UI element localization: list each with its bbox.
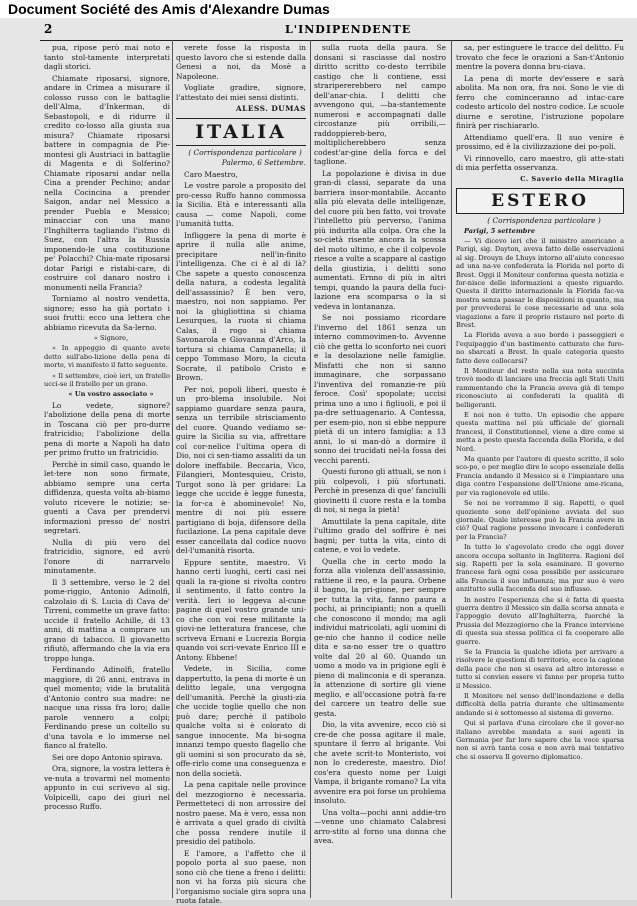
- paragraph: Vi rinnovello, caro maestro, gli atte-stati di mia perfetta osservanza.: [456, 153, 624, 172]
- page-number: 2: [44, 22, 53, 36]
- column-divider: [172, 40, 173, 898]
- paragraph: E l'amore, a l'affetto che il popolo porta al suo paese, non sono ciò che tiene a freno i delitti: non vi ha forza più sicura che l'organismo sociale gira sopra una ruota fatale.: [176, 848, 306, 905]
- paragraph: Vedete, in Sicilia, come dappertutto, la pena di morte è un delitto legale, una vergogna dell'umanità. Perchè la giusti-zia che uccide toglie quello che non può dare; perchè il patibolo qualche volta si è colorato di sangue innocente. Ma bi-sogna innanzi tempo questo flagello che gli uomini si son procurato da sè, offe-rirlo come una conseguenza e non della società.: [176, 664, 306, 778]
- header-rule: [40, 40, 623, 41]
- paragraph: Ora, signore, la vostra lettera è ve-nuta a trovarmi nel momento appunto in cui scrivevo al sig. Volpicelli, capo dei giurì nel processo Ruffo.: [44, 764, 170, 812]
- signature: ALESS. DUMAS: [235, 104, 306, 113]
- column-3: [314, 43, 446, 896]
- paragraph: verete fosse la risposta in questo lavoro che si estende dalla Genesi a noi, da Mosè a Napoleone.: [176, 43, 306, 81]
- paragraph: In nostro l'esperienza che si è fatta di questa guerra dentro il Messico sin dalla scorsa annata e l'appoggio dovuto all'Inghilterra, fuorché la Prussia del Mezzogiorno che la France interviene di questa sua stessa politica ci fa cooperare alle guerre.: [456, 595, 624, 646]
- paragraph: Amuttilate la pena capitale, dite l'ultimo grado del soffrire è nei bagni; per tutta la vita, cinto di catene, e voi lo vedete.: [314, 516, 446, 554]
- dateline: Palermo, 6 Settembre.: [221, 158, 306, 167]
- paragraph: Per noi, popoli liberi, questo è un pro-blema insolubile. Noi sappiamo guardare senza paura, senza un terribile strisciamento del cuore. Quando vediamo se-guire la Sicilia su via, affrettare col cor-nelice l'ultima opera di Dio, noi ci sen-tiamo assaliti da un dolore ineffabile. Beccaria, Vico, Filangieri, Montesquieu, Cristo, Turgot sono là per gridare: La legge che uccide è legge funesta, la for-ca è abominevole! No, mentre di noi più essere partigiano di boja, difensore della fucilazione. La pena capitale deve esser cancellata dal codice nuovo del-l'umanità risorta.: [176, 384, 306, 555]
- paragraph: E noi non è tutto. Un episodio che appare questa mattina nel più ufficiale de' giornali francesi, il Constitutionnel, viene a dire come si metta a posto questa faccenda della Florida, e del Nord.: [456, 411, 624, 453]
- paragraph: Quella che in certo modo la forza alla violenza dell'assassinio, rattiene il reo, e la paura. Orbene il bagno, la pri-gione, per sempre per tutta la vita, fanno paura a pochi, ai principianti; non a quelli che conoscono il mondo; ma agli individui matricolati, agli uomini di ge-nio che hanno il codice nelle dita e sa-no esser tre o quattro volte dal 20 al 60. Quando un uomo a modo va in prigione egli è pieno di malinconia e di speranza. la attenzione di sortire gli viene meglio, e all'occasione potrà fa-re del carcere un teatro delle sue gesta.: [314, 556, 446, 718]
- paragraph: Eppure sentite, maestro. Vi hanno certi luoghi, certi casi nei quali la ra-gione si rivolta contro il sentimento, il fatto contro la verità. Ieri io leggeva al-cune pagine di quel vostro grande uni-co che con voi rese militante la giovi-ne letteratura francese, che scriveva Ernani e Lucrezia Borgia quando voi scri-vevate Enrico III e Antony. Ebbene!: [176, 557, 306, 662]
- paragraph: Se la Francia la qualche idiota per arrivare a risolvere le questioni di territorio, ecco la cagione della pace che non si osava ad altro interesse e tutto si convien essere vi fanno per propria tutto il Messico.: [456, 648, 624, 690]
- paragraph: Le vostre parole a proposito del pro-cesso Ruffo hanno commossa la Sicilia. Età e interessanti alla causa — come Napoli, come l'umanità tutta.: [176, 181, 306, 228]
- section-title-italia: ITALIA: [176, 118, 306, 146]
- newspaper-name: L'INDIPENDENTE: [285, 23, 412, 36]
- column-divider: [451, 40, 452, 898]
- paragraph: Il 3 settembre, verso le 2 del pome-riggio, Antonio Adinolfi, calzolaio di S. Lucia di Cava de' Tirreni, commette un grave fatto: uccide il fratello Achille, di 13 anni, di mattina a comprare un grano di tabacco. Il giovanetto rifiutò, affermando che la via era troppo lunga.: [44, 577, 170, 663]
- paragraph: Perchè in simil caso, quando le let-tere non sono firmate, abbiamo sempre una certa diffidenza, questa volta ab-biamo voluto ricevere le notizie; se-guenti a Cava per prendervi informazioni presso de' nostri segretari.: [44, 459, 170, 536]
- quoted-letter-signature: « Un vostro associato »: [68, 390, 154, 399]
- paragraph: Se noi ne vorrammo il sig. Rapetti, o quel quoziente sono dell'opinione avviata del suo giornale. Quale interesse può la Francia avere in ciò? Qual ragione possono invocare i confederati per la Francia?: [456, 499, 624, 541]
- section-subtitle: ( Corrispondenza particolare ): [487, 216, 601, 225]
- column-1: [44, 43, 170, 896]
- paragraph: In tutto lo s'agevolato credo che oggi dover ancora occupa soltanto in Ingliterra. Ragioni del sig. Rapetti per la sola esaminare. Il governo francese farà ogni cosa possibile per assicurare alla Francia il suo influenza; ma pur suo è vero anzitutto sulla faccenda del suo influsso.: [456, 543, 624, 594]
- paragraph: Ma quanto per l'autore di questo scritto, il solo sco-po, o per meglio dire lo scopo essenziale della Francia andando il Messico si è l'impiantare una diga contro l'espansione dell'Unione ame-ricana, per via ragionevole ed utile.: [456, 455, 624, 497]
- paragraph: Se noi possiamo ricordare l'inverno del 1861 senza un interno commovimen-to. Avvenne ciò che getta lo sconforto nei cuori e la desolazione nelle famiglie. Misfatti che non si sanno immaginare, che sorpassano l'inventiva del romanzie-re più feroce. Così' spopolate; uccisi prima uno a uno i figliuoli, e poi il pa-dre settuagenario. A Contessa, per esem-pio, non si ebbe neppure pietà di un intero famiglia: a 13 anni, lo si man-dò a dormire il sonno dei trucidati nel-la fossa dei vecchi parenti.: [314, 313, 446, 465]
- page-header: [0, 20, 637, 40]
- section-title-estero: ESTERO: [456, 188, 624, 214]
- paragraph: sa, per estinguere le tracce del delitto. Fu trovato che fece le orazioni a San-t'Antonio mentre la povera donna bru-ciava.: [456, 43, 624, 71]
- paragraph: La pena di morte dev'essere e sarà abolita. Ma non ora, fra noi. Sono le vie di ferro che cominceranno ad intac-care codesto articolo del nostro codice. Le scuole diurne e serotine, l'istruzione popolare finirà per rischiararlo.: [456, 73, 624, 130]
- column-2: [176, 43, 306, 905]
- paragraph: — Vi dicevo ieri che il ministro americano a Parigi, sig. Dayton, aveva fatto delle osservazioni al sig. Drouyn de Lhuys intorno all'aiuto concesso ad una na-ve confederata la Florida nel porto di Brest. Oggi il Moniteur conferma questa notizia e for-nisce delle informazioni a questo riguardo. Questa il diritto internazionale la Florida fac-va mostra senza passar le disposizioni in quanto, ma per provvederai le cose necessarie ad una sola viagazione a fare il proprio ristauro nel porto di Brest.: [456, 236, 624, 329]
- quoted-letter-line: « In appoggio di quanto avete detto sull'abo-lizione della pena di morte, vi manifesto il fatto seguente.: [44, 344, 170, 370]
- dateline: Parigi, 5 settembre: [464, 226, 536, 235]
- paragraph: Una volta—pochi anni addie-tro—venne uno chiamato Calabresi arro-stito al forno una donna che avea.: [314, 807, 446, 845]
- paragraph: Dio, la vita avvenire, ecco ciò si cre-de che possa agitare il male, spuntare il ferro al brigante. Voi che avete scrit-to Monteristo, voi non lo credereste, maestro. Dio! cos'era questo nome per Luigi Vampa, il brigante romano? La vita avvenire era poi forse un problema insoluto.: [314, 720, 446, 805]
- paragraph: Sei ore dopo Antonio spirava.: [52, 752, 163, 762]
- paragraph: Ferdinando Adinolfi, fratello maggiore, di 26 anni, entrava in quel momento; vide la brutalità d'Antonio contro sua madre: ne nacque una rissa fra loro; dalle parole vennero a colpi; Ferdinando prese un coltello su d'una tavola e lo immerse nel fianco al fratello.: [44, 665, 170, 751]
- paragraph: Torniamo al nostro vendetta, signore; esso ha già portato i suoi frutti: ecco una lettera che abbiamo ricevuta da Sa-lerno.: [44, 294, 170, 332]
- section-subtitle: ( Corrispondenza particolare ): [188, 147, 302, 157]
- quoted-letter-line: « Il settembre, cioè ieri, un fratello ucci-se il fratello per un grano.: [44, 371, 170, 389]
- paragraph: Attendiamo quell'era. Il suo venire è prossimo, ed è la civilizzazione dei po-poli.: [456, 132, 624, 151]
- paragraph: Questi furono gli attuali, se non i più colpevoli, i più sfortunati. Perchè in presenza di que' fanciulli giovinetti il cuore resta e la tomba di noi, si nega la pietà!: [314, 467, 446, 514]
- paragraph: Il Moniteur del resto nella sua nota succinta trovò modo di lanciare una freccia agli Stati Uniti rammentando che la Francia aveva già di tempo riconosciuto ai confederati la qualità di belligeranti.: [456, 367, 624, 409]
- banner-text: Document Société des Amis d'Alexandre Dumas: [8, 1, 330, 17]
- paragraph: La Florida aveva a suo bordo i passeggieri e l'equipaggio d'un bastimento catturato che furo-no sbarcati a Brest. In quale categoria questo fatto deve collocarsi?: [456, 331, 624, 365]
- paragraph: Qui sì parlava d'una circolare che il gover-no italiano avrebbe mandata a suoi agenti in Germania per far loro sapere che la voce sparsa non si avrà tanta cosa e non avrà mai tentativo che si osserva Il governo diplomatico.: [456, 719, 624, 761]
- document-banner: [0, 0, 637, 18]
- paragraph: Infliggere la pena di morte è aprire il nulla alle anime, precipitare nell'in-finito l'intelligenza. Che ci è al di là? Che sapete a questo conoscenza della natura, a codesta legalità dell'assassinio? È ben vero, maestro, noi non sappiamo. Per noi la ghigliottina si chiama Lesurques, la ruota si chiama Calas, il rogo si chiama Savonarola e Giovanna d'Arco, la tortura si chiama Campanella; il ceppo Tommaso Moro, la cicuta Socrate, il patibolo Cristo e Brown.: [176, 230, 306, 382]
- paragraph: Caro Maestro,: [184, 169, 238, 179]
- paragraph: La popolazione è divisa in due gran-di classi, separate da una barriera insor-montabile. Accanto alla più elevata delle intelligenze, del cuore più ben fatto, voi trovate l'intelletto più perverso, l'anima più indurita alla colpa. Ora che la so-cietà risente ancora la scossa del moto ultimo, e che il colpevole riesce a volte a scappare al castigo della giustizia, i delitti sono aumentati. Ernno di più in altri tempi, quando la paura della fuci-lazione era scomparsa o la si vedeva in lontananza.: [314, 168, 446, 311]
- paragraph: sulla ruota della paura. Se donsani si rasciasse dal nostro diritto scritto co-desto terribile castigo che li contiene, essi straripererebbero nel campo dell'anar-chia. I delitti che avvengono qui, —ba-stantemente numerosi e accompagnati dalle circostanze più orribili,—raddoppiereb-bero, moltiplicherebbero senza codest'ar-gine della forca e del taglione.: [314, 43, 446, 166]
- paragraph: La pena capitale nelle province del mezzogiorno è necessaria. Permetteteci di non arrossire del nostro paese. Ma è vero, essa non è arrivata a quel grado di civiltà che possa rendere inutile il presidio del patibolo.: [176, 780, 306, 846]
- paragraph: Vogliate gradire, signore, l'attestato dei miei sensi distinti.: [176, 83, 306, 102]
- paragraph: Nulla di più vero del fratricidio, signore, ed avrò l'onore di narrarvelo minutamente.: [44, 537, 170, 576]
- paragraph: Chiamate riposarsi, signore, andare in Crimea a misurare il colosso russo con le battaglie dell'Alma, d'Inkerman, di Sebastopoli, e di ridurre il credito co-losso alla giusta sua misura? Chiamate riposarsi battere in compagnia de Pie-montesi gli Austriaci in battaglie di Magenta e di Solferino? Chiamate riposarsi andar nella Cina a prender Pechino; andar nella Cocincina a prender Saigon, andar nel Messico a prender Puebla e Messico; minacciar con una mano l'Inghilterra tagliando l'istmo di Suez, con l'altra la Russia imponendo-le una costituzione pe' Polacchi? Chia-mate riposarsi dotar Parigi e ristabi-care, di costruire col danaro nostro i monumenti nella Francia?: [44, 73, 170, 292]
- quoted-letter-line: « Signore,: [93, 334, 129, 342]
- signature: C. Saverio della Miraglia: [520, 174, 624, 183]
- paragraph: pua, ripose però mai noto e tanto stol-tamente interpretati dagli storici.: [44, 43, 170, 71]
- paragraph: Il Monitore nel senso dell'inondazione e della difficoltà della patria durante che ultimamente andando si è sottomesso al sistema di governo.: [456, 692, 624, 717]
- column-4: [456, 43, 624, 896]
- column-divider: [310, 40, 311, 898]
- paragraph: Lo vedete, signore? l'abolizione della pena di morte in Toscana ciò per pro-durre fratricidio; l'abolizione della pena di morte a Napoli ha dato per primo frutto un fratricidio.: [44, 400, 170, 458]
